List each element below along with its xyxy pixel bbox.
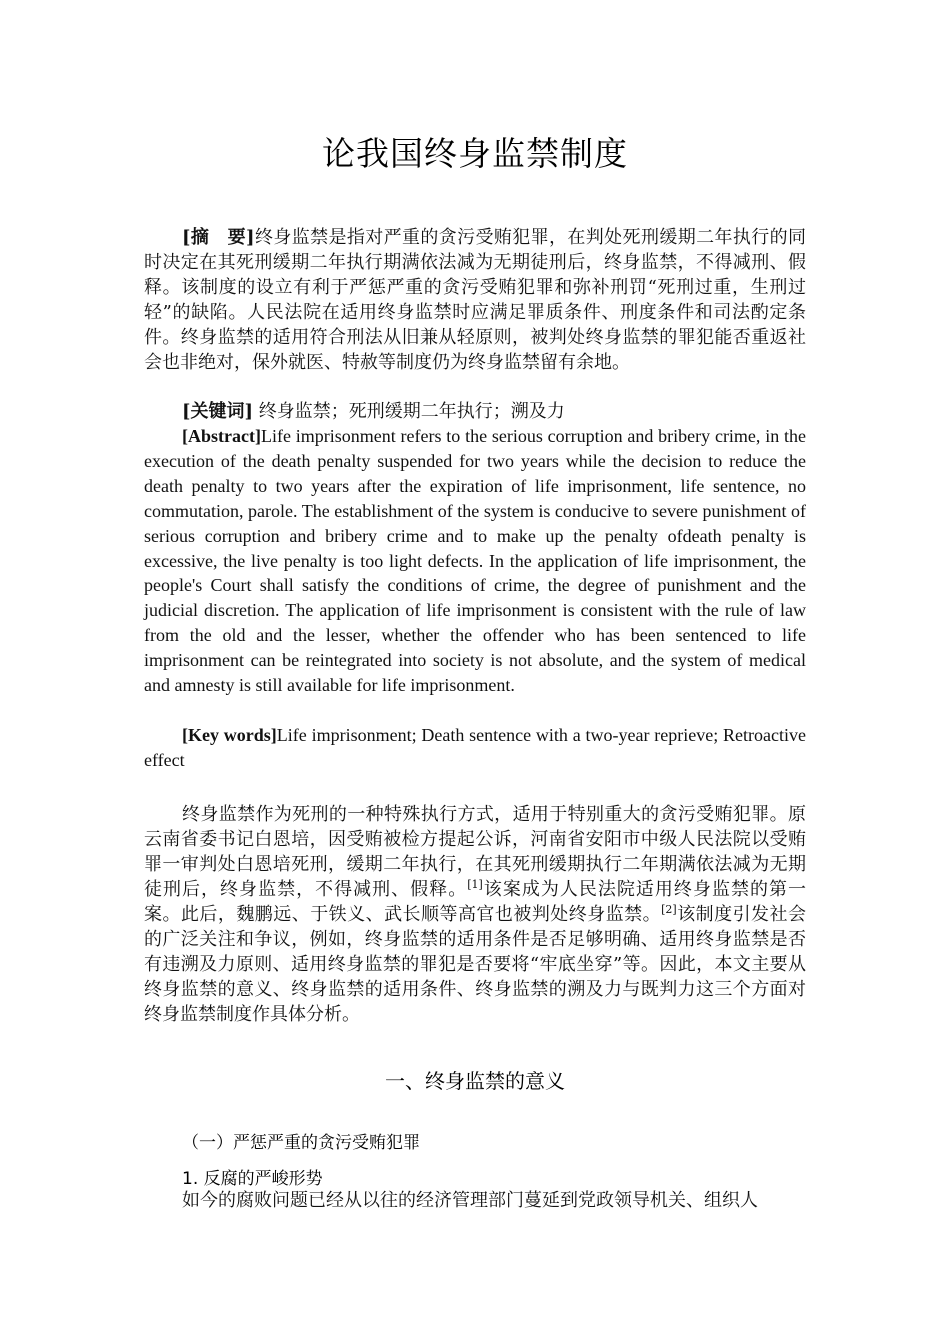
abstract-en-text: Life imprisonment refers to the serious corruption and bribery crime, in the execution of the death penalty suspended for two years while the decision to reduce the death penalty to two years after the expiration of life imprisonment, life sentence, no commutation, parole. The establishment of the system is conducive to severe punishment of serious corruption and bribery crime and to make up the penalty ofdeath penalty is excessive, the live penalty is too light defects. In the application of life imprisonment, the people's Court shall satisfy the conditions of crime, the degree of punishment and the judicial discretion. The application of life imprisonment is consistent with the rule of law from the old and the lesser, whether the offender who has been sentenced to life imprisonment can be reintegrated into society is not absolute, and the system of medical and amnesty is still available for life imprisonment. bbox=[144, 426, 806, 696]
abstract-en bbox=[144, 424, 806, 698]
intro-paragraph bbox=[144, 802, 806, 1027]
footnote-ref-2[interactable]: [2] bbox=[661, 903, 677, 916]
abstract-cn-label: [摘 要] bbox=[182, 227, 255, 248]
page-title: 论我国终身监禁制度 bbox=[322, 134, 628, 173]
intro-text-3: 该制度引发社会的广泛关注和争议，例如，终身监禁的适用条件是否足够明确、适用终身监禁是否有违溯及力原则、适用终身监禁的罪犯是否要将“牢底坐穿”等。因此，本文主要从终身监禁的意义、终身监禁的适用条件、终身监禁的溯及力与既判力这三个方面对终身监禁制度作具体分析。 bbox=[144, 904, 806, 1025]
footnote-ref-1[interactable]: [1] bbox=[467, 878, 483, 891]
section-heading: 一、终身监禁的意义 bbox=[385, 1069, 565, 1093]
subsection-heading: （一）严惩严重的贪污受贿犯罪 bbox=[182, 1133, 420, 1153]
body-paragraph: 如今的腐败问题已经从以往的经济管理部门蔓延到党政领导机关、组织人 bbox=[182, 1190, 758, 1211]
keywords-en bbox=[144, 723, 806, 773]
keywords-en-text: Life imprisonment; Death sentence with a two-year reprieve; Retroactive effect bbox=[144, 725, 807, 770]
keywords-cn bbox=[144, 399, 806, 424]
intro-text-1: 终身监禁作为死刑的一种特殊执行方式，适用于特别重大的贪污受贿犯罪。原云南省委书记白恩培，因受贿被检方提起公诉，河南省安阳市中级人民法院以受贿罪一审判处白恩培死刑，缓期二年执行，在其死刑缓期执行二年期满依法减为无期徒刑后，终身监禁，不得减刑、假释。 bbox=[144, 804, 806, 900]
abstract-en-label: [Abstract] bbox=[182, 426, 261, 446]
intro-text-2: 该案成为人民法院适用终身监禁的第一案。此后，魏鹏远、于铁义、武长顺等高官也被判处终身监禁。 bbox=[144, 879, 806, 925]
keywords-cn-label: [关键词] bbox=[182, 401, 254, 422]
keywords-cn-text: 终身监禁；死刑缓期二年执行；溯及力 bbox=[258, 401, 565, 422]
subsubsection-heading: 1. 反腐的严峻形势 bbox=[182, 1169, 323, 1189]
keywords-en-label: [Key words] bbox=[182, 725, 277, 745]
abstract-cn bbox=[144, 225, 806, 375]
abstract-cn-text: 终身监禁是指对严重的贪污受贿犯罪，在判处死刑缓期二年执行的同时决定在其死刑缓期二年执行期满依法减为无期徒刑后，终身监禁，不得减刑、假释。该制度的设立有利于严惩严重的贪污受贿犯罪和弥补刑罚“死刑过重，生刑过轻”的缺陷。人民法院在适用终身监禁时应满足罪质条件、刑度条件和司法酌定条件。终身监禁的适用符合刑法从旧兼从轻原则，被判处终身监禁的罪犯能否重返社会也非绝对，保外就医、特赦等制度仍为终身监禁留有余地。 bbox=[144, 227, 806, 373]
